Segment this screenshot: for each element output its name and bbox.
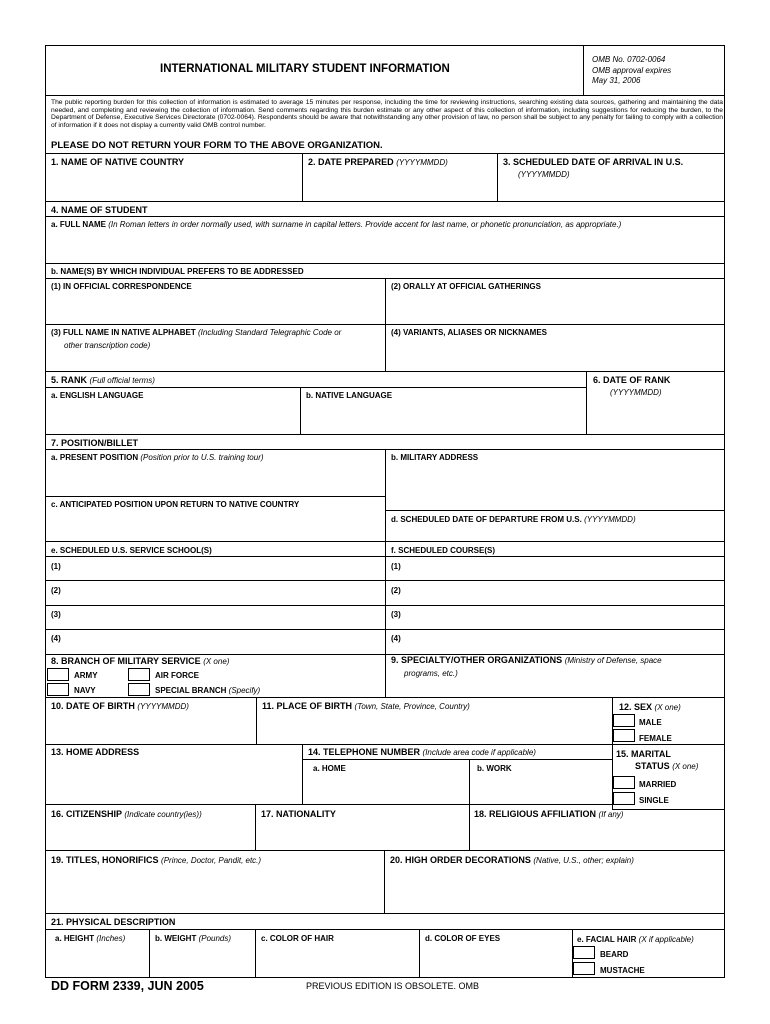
eye-color-label: d. COLOR OF EYES xyxy=(425,934,501,943)
home-address-label: 13. HOME ADDRESS xyxy=(51,747,140,757)
departure-date-field[interactable] xyxy=(386,526,724,540)
courses-label: f. SCHEDULED COURSE(S) xyxy=(391,546,496,555)
edition-notice: PREVIOUS EDITION IS OBSOLETE. OMB xyxy=(306,981,480,991)
course-field-3[interactable] xyxy=(404,606,724,628)
course-row-number: (3) xyxy=(391,610,401,619)
course-field-2[interactable] xyxy=(404,581,724,604)
single-label: SINGLE xyxy=(639,796,669,805)
date-of-rank-hint: (YYYYMMDD) xyxy=(610,388,662,397)
home-phone-label: a. HOME xyxy=(313,764,346,773)
orally-field[interactable] xyxy=(386,293,724,323)
school-field-1[interactable] xyxy=(64,557,384,579)
burden-notice: The public reporting burden for this collection of information is estimated to average 15 minutes per response, including the time for reviewing instructions, searching existing data sources, gathering and maintaining the data needed, and completing and reviewing the collection of information. Send comments regarding this burden estimate or any other aspect of this collection of information, including suggestions for reducing the burden, to the Department of Defense, Executive Services Directorate (0702-0064). Respondents should be aware that notwithstanding any other provision of law, no person shall be subject to any penalty for failing to comply with a collection of information if it does not display a currently valid OMB control number. xyxy=(51,99,723,129)
aliases-field[interactable] xyxy=(386,340,724,370)
native-country-label: 1. NAME OF NATIVE COUNTRY xyxy=(51,157,185,167)
divider xyxy=(45,95,725,96)
full-name-label: a. FULL NAME (In Roman letters in order normally used, with surname in capital letters. Provide accent for last name, or phonetic pronunciation, as appropriate.) xyxy=(51,220,622,229)
date-prepared-field[interactable] xyxy=(303,170,496,200)
arrival-date-hint: (YYYYMMDD) xyxy=(518,170,570,179)
form-number: DD FORM 2339, JUN 2005 xyxy=(51,979,204,993)
rank-english-field[interactable] xyxy=(46,402,299,433)
weight-label: b. WEIGHT (Pounds) xyxy=(155,934,232,943)
citizenship-field[interactable] xyxy=(46,822,254,849)
home-address-field[interactable] xyxy=(46,760,301,803)
course-field-1[interactable] xyxy=(404,557,724,579)
present-position-label: a. PRESENT POSITION (Position prior to U.S. training tour) xyxy=(51,453,264,462)
decorations-label: 20. HIGH ORDER DECORATIONS (Native, U.S., other; explain) xyxy=(390,855,634,865)
course-row-number: (4) xyxy=(391,634,401,643)
eye-color-field[interactable] xyxy=(420,945,571,976)
place-of-birth-field[interactable] xyxy=(257,713,611,743)
course-row-number: (2) xyxy=(391,586,401,595)
school-row-number: (3) xyxy=(51,610,61,619)
air-force-label: AIR FORCE xyxy=(155,671,199,680)
departure-date-label: d. SCHEDULED DATE OF DEPARTURE FROM U.S. (YYYYMMDD) xyxy=(391,515,636,524)
married-checkbox[interactable] xyxy=(613,776,635,789)
preferred-names-label: b. NAME(S) BY WHICH INDIVIDUAL PREFERS TO BE ADDRESSED xyxy=(51,267,304,276)
work-phone-field[interactable] xyxy=(470,775,611,803)
form-title: INTERNATIONAL MILITARY STUDENT INFORMATION xyxy=(160,63,450,75)
nationality-field[interactable] xyxy=(256,822,468,849)
mustache-label: MUSTACHE xyxy=(600,966,645,975)
omb-date: May 31, 2006 xyxy=(592,76,641,85)
special-branch-label: SPECIAL BRANCH (Specify) xyxy=(155,686,261,695)
home-phone-field[interactable] xyxy=(303,775,468,803)
omb-expires: OMB approval expires xyxy=(592,66,672,75)
arrival-date-field[interactable] xyxy=(498,180,724,200)
school-field-4[interactable] xyxy=(64,630,384,653)
hair-color-label: c. COLOR OF HAIR xyxy=(261,934,334,943)
school-row-number: (4) xyxy=(51,634,61,643)
date-of-rank-field[interactable] xyxy=(587,400,724,433)
beard-label: BEARD xyxy=(600,950,629,959)
date-of-rank-label: 6. DATE OF RANK xyxy=(593,375,671,385)
religious-affiliation-field[interactable] xyxy=(470,822,724,849)
decorations-field[interactable] xyxy=(385,868,724,912)
sex-label: 12. SEX (X one) xyxy=(619,702,681,712)
do-not-return-notice: PLEASE DO NOT RETURN YOUR FORM TO THE ABOVE ORGANIZATION. xyxy=(51,140,383,151)
student-name-label: 4. NAME OF STUDENT xyxy=(51,205,148,215)
air-force-checkbox[interactable] xyxy=(128,668,150,681)
position-billet-label: 7. POSITION/BILLET xyxy=(51,438,139,448)
branch-label: 8. BRANCH OF MILITARY SERVICE (X one) xyxy=(51,656,230,666)
date-of-birth-label: 10. DATE OF BIRTH (YYYYMMDD) xyxy=(51,701,189,711)
official-correspondence-label: (1) IN OFFICIAL CORRESPONDENCE xyxy=(51,282,192,291)
physical-description-label: 21. PHYSICAL DESCRIPTION xyxy=(51,917,176,927)
school-row-number: (1) xyxy=(51,562,61,571)
army-label: ARMY xyxy=(74,671,98,680)
female-label: FEMALE xyxy=(639,734,672,743)
omb-number: OMB No. 0702-0064 xyxy=(592,55,666,64)
nationality-label: 17. NATIONALITY xyxy=(261,809,336,819)
official-correspondence-field[interactable] xyxy=(46,293,384,323)
specialty-hint: programs, etc.) xyxy=(404,669,458,678)
male-label: MALE xyxy=(639,718,662,727)
hair-color-field[interactable] xyxy=(256,945,418,976)
specialty-label: 9. SPECIALTY/OTHER ORGANIZATIONS (Ministry of Defense, space xyxy=(391,655,662,665)
arrival-date-label: 3. SCHEDULED DATE OF ARRIVAL IN U.S. xyxy=(503,157,684,167)
rank-native-field[interactable] xyxy=(301,402,585,433)
date-of-birth-field[interactable] xyxy=(46,713,255,743)
orally-label: (2) ORALLY AT OFFICIAL GATHERINGS xyxy=(391,282,541,291)
titles-label: 19. TITLES, HONORIFICS (Prince, Doctor, Pandit, etc.) xyxy=(51,855,262,865)
native-alphabet-field[interactable] xyxy=(46,352,384,370)
marital-status-label-2: STATUS (X one) xyxy=(635,761,699,771)
rank-native-label: b. NATIVE LANGUAGE xyxy=(306,391,393,400)
marital-status-label: 15. MARITAL xyxy=(616,749,671,759)
religious-affiliation-label: 18. RELIGIOUS AFFILIATION (If any) xyxy=(474,809,624,819)
place-of-birth-label: 11. PLACE OF BIRTH (Town, State, Province, Country) xyxy=(262,701,470,711)
aliases-label: (4) VARIANTS, ALIASES OR NICKNAMES xyxy=(391,328,548,337)
full-name-field[interactable] xyxy=(46,232,724,262)
course-field-4[interactable] xyxy=(404,630,724,653)
native-alphabet-label: (3) FULL NAME IN NATIVE ALPHABET (Including Standard Telegraphic Code or xyxy=(51,328,342,337)
facial-hair-label: e. FACIAL HAIR (X if applicable) xyxy=(577,935,694,944)
married-label: MARRIED xyxy=(639,780,677,789)
native-alphabet-hint: other transcription code) xyxy=(64,341,151,350)
mustache-checkbox[interactable] xyxy=(573,962,595,975)
weight-field[interactable] xyxy=(150,945,254,976)
date-prepared-label: 2. DATE PREPARED (YYYYMMDD) xyxy=(308,157,448,167)
beard-checkbox[interactable] xyxy=(573,946,595,959)
school-field-3[interactable] xyxy=(64,606,384,628)
school-row-number: (2) xyxy=(51,586,61,595)
titles-field[interactable] xyxy=(46,868,383,912)
anticipated-position-label: c. ANTICIPATED POSITION UPON RETURN TO NATIVE COUNTRY xyxy=(51,500,300,509)
navy-label: NAVY xyxy=(74,686,96,695)
military-address-label: b. MILITARY ADDRESS xyxy=(391,453,479,462)
female-checkbox[interactable] xyxy=(613,729,635,742)
military-address-field[interactable] xyxy=(386,464,724,509)
citizenship-label: 16. CITIZENSHIP (Indicate country(ies)) xyxy=(51,809,202,819)
special-branch-checkbox[interactable] xyxy=(128,683,150,696)
male-checkbox[interactable] xyxy=(613,714,635,727)
telephone-label: 14. TELEPHONE NUMBER (Include area code if applicable) xyxy=(308,747,536,757)
specialty-field[interactable] xyxy=(386,680,724,696)
service-schools-label: e. SCHEDULED U.S. SERVICE SCHOOL(S) xyxy=(51,546,212,555)
navy-checkbox[interactable] xyxy=(47,683,69,696)
single-checkbox[interactable] xyxy=(613,792,635,805)
work-phone-label: b. WORK xyxy=(477,764,512,773)
course-row-number: (1) xyxy=(391,562,401,571)
divider xyxy=(583,45,584,95)
rank-label: 5. RANK (Full official terms) xyxy=(51,375,155,385)
army-checkbox[interactable] xyxy=(47,668,69,681)
anticipated-position-field[interactable] xyxy=(46,511,384,540)
height-field[interactable] xyxy=(46,945,148,976)
school-field-2[interactable] xyxy=(64,581,384,604)
present-position-field[interactable] xyxy=(46,464,384,495)
height-label: a. HEIGHT (Inches) xyxy=(55,934,126,943)
native-country-field[interactable] xyxy=(46,170,301,200)
rank-english-label: a. ENGLISH LANGUAGE xyxy=(51,391,144,400)
